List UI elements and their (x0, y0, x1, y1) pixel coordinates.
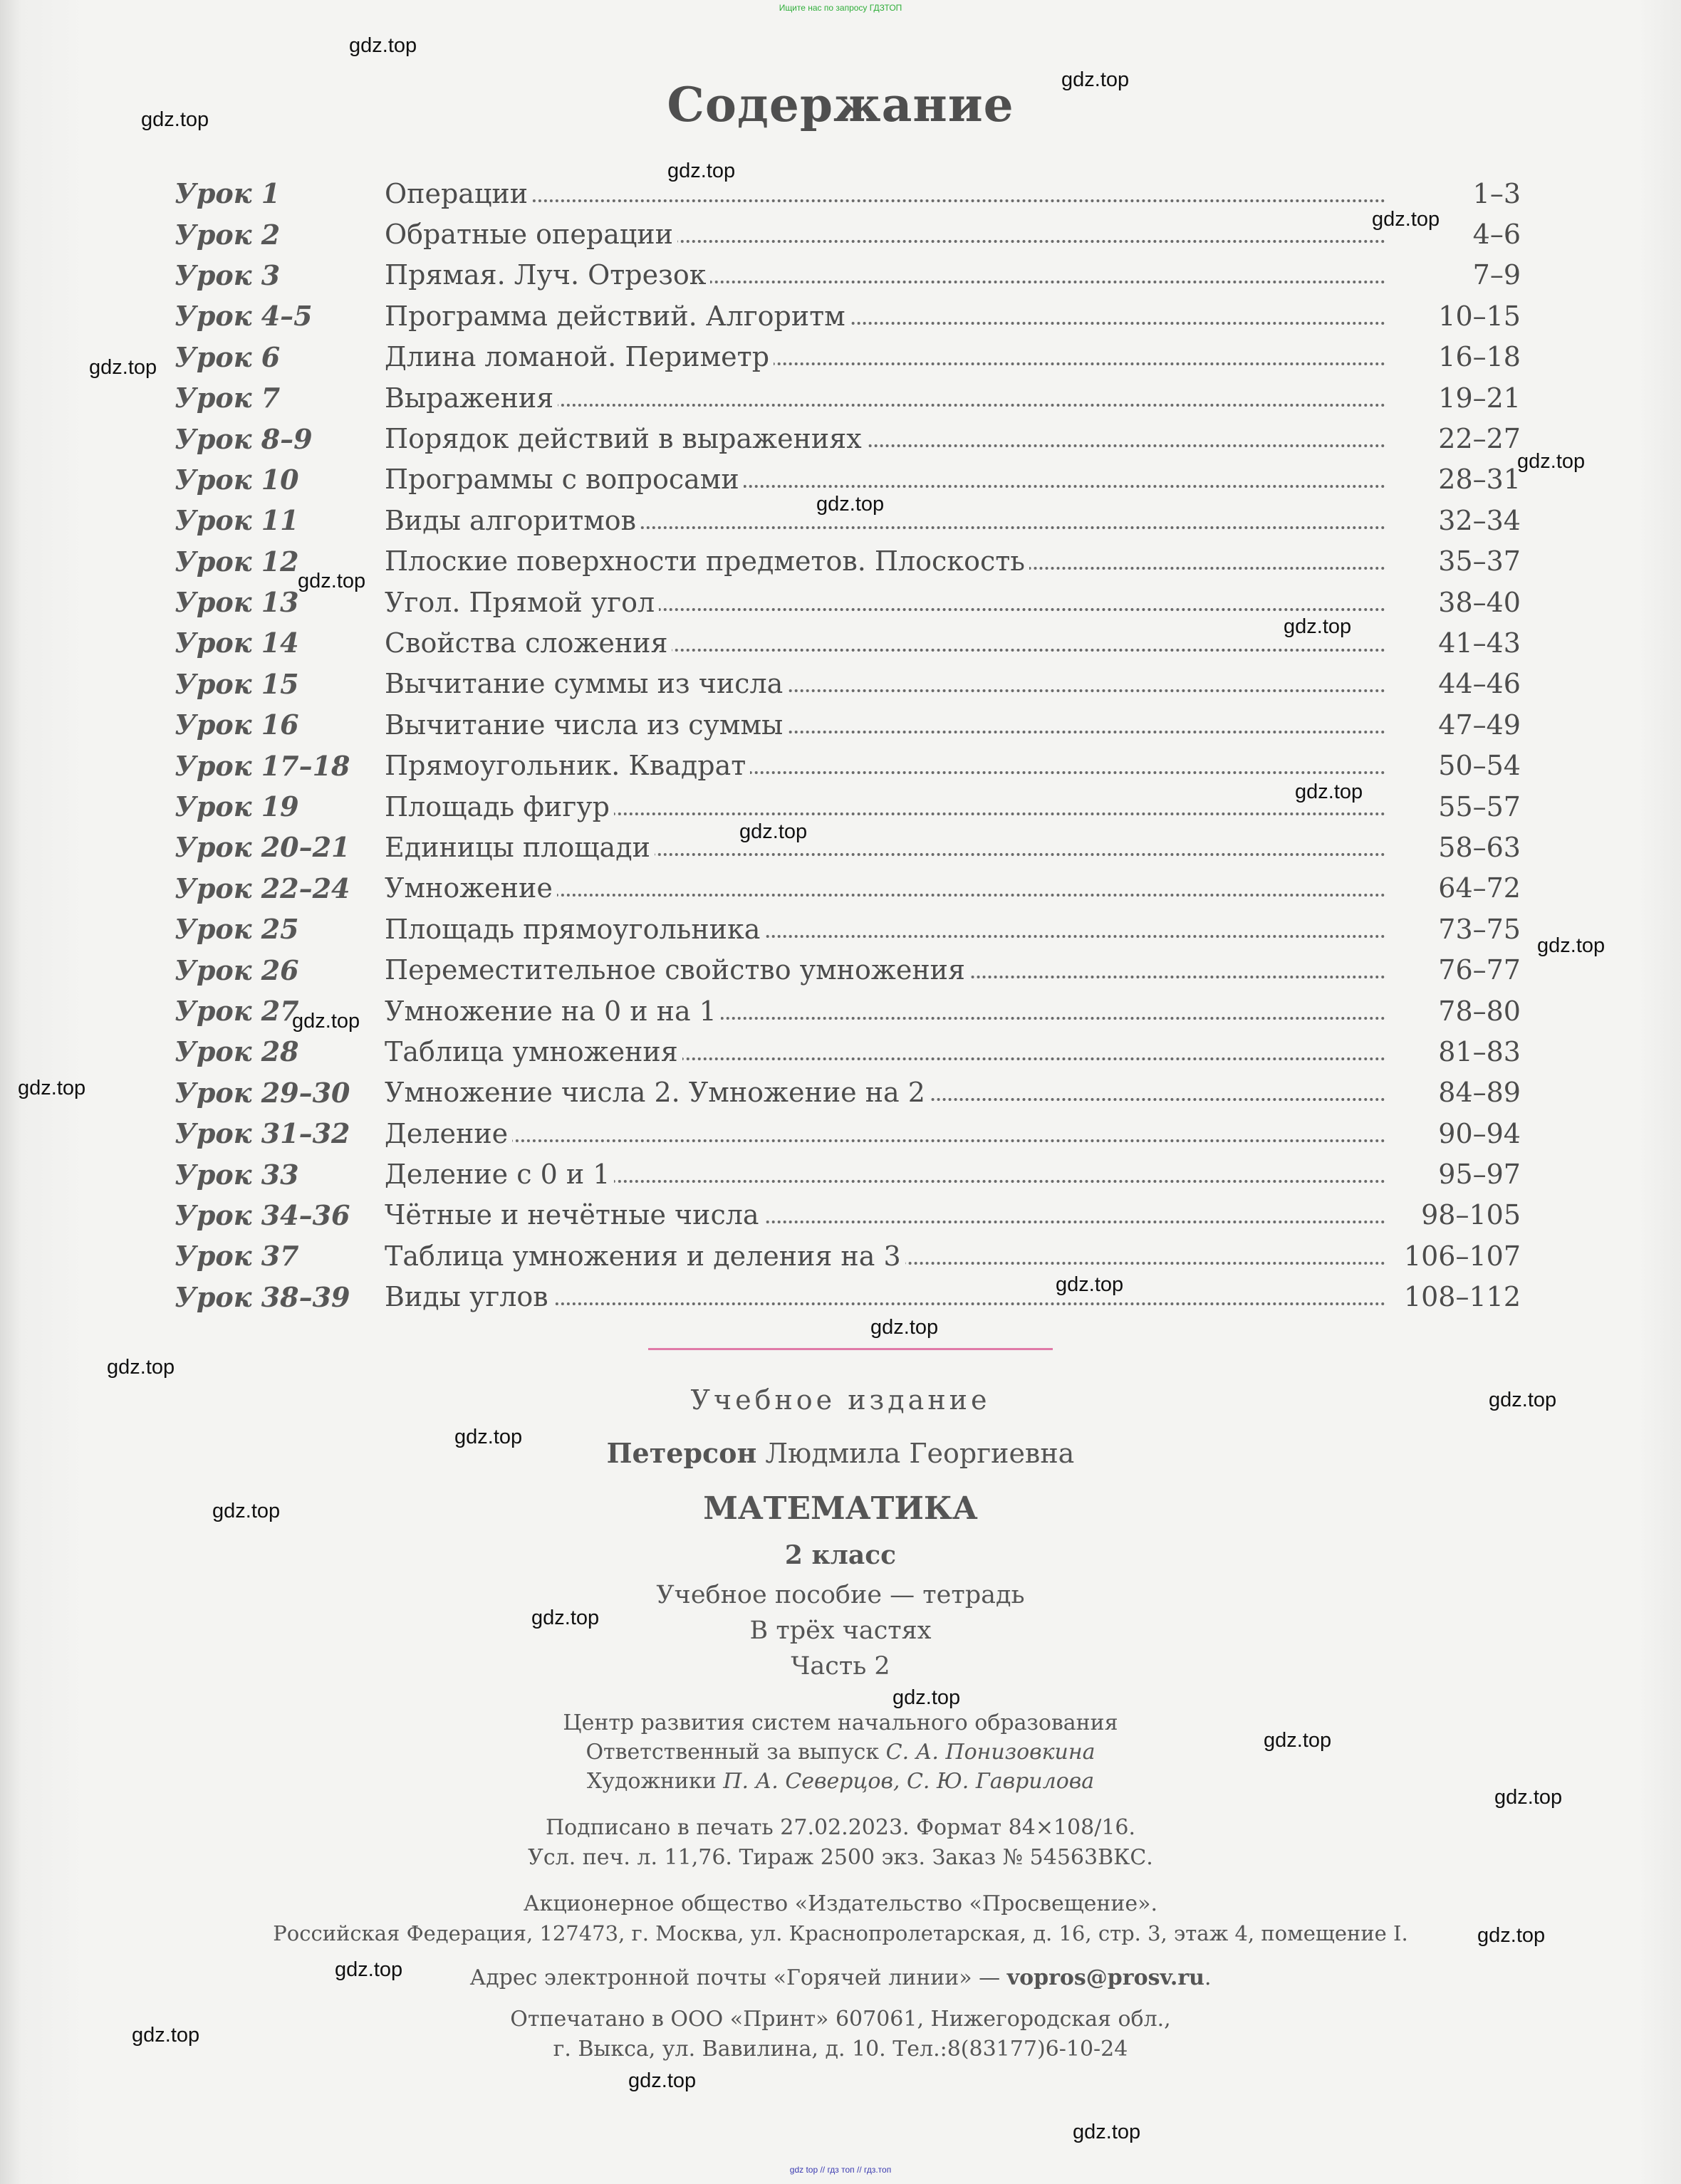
toc-lesson: Урок 33 (175, 1158, 299, 1191)
publisher: Акционерное общество «Издательство «Просвещение». (523, 1891, 1158, 1916)
watermark: gdz.top (1477, 1924, 1546, 1947)
watermark: gdz.top (1517, 450, 1586, 473)
toc-lesson: Урок 27 (175, 995, 299, 1027)
grade: 2 класс (784, 1540, 897, 1570)
watermark: gdz.top (132, 2024, 200, 2047)
toc-topic-text: Выражения (385, 382, 558, 414)
email-end: . (1204, 1965, 1212, 1990)
toc-lesson: Урок 11 (175, 504, 299, 537)
watermark: gdz.top (107, 1356, 175, 1379)
artists-label: Художники (586, 1769, 724, 1794)
toc-pages: 19–21 (1438, 382, 1521, 414)
toc-pages: 98–105 (1421, 1199, 1521, 1231)
watermark: gdz.top (1489, 1389, 1557, 1411)
toc-row (175, 1072, 1521, 1113)
watermark: gdz.top (739, 820, 808, 843)
toc-lesson: Урок 22–24 (175, 872, 350, 904)
toc-topic-text: Таблица умножения и деления на 3 (385, 1240, 905, 1272)
watermark: gdz.top (141, 108, 209, 131)
toc-lesson: Урок 7 (175, 382, 281, 414)
book-title: МАТЕМАТИКА (703, 1490, 978, 1527)
toc-row (175, 1195, 1521, 1235)
responsible-name: С. А. Понизовкина (885, 1740, 1095, 1765)
author-name: Людмила Георгиевна (756, 1438, 1075, 1469)
toc-row (175, 664, 1521, 704)
toc-row (175, 1113, 1521, 1154)
toc-row (175, 704, 1521, 745)
watermark: gdz.top (1494, 1786, 1563, 1809)
toc-topic (385, 587, 1385, 618)
toc-topic-text: Прямоугольник. Квадрат (385, 750, 750, 781)
watermark: gdz.top (667, 160, 736, 182)
dot-leader (385, 199, 1385, 202)
responsible-label: Ответственный за выпуск (586, 1740, 886, 1765)
watermark: gdz.top (298, 570, 366, 592)
toc-topic (385, 382, 1385, 414)
publisher-address: Российская Федерация, 127473, г. Москва, ул. Краснопролетарская, д. 16, стр. 3, этаж 4, помещение I. (273, 1921, 1408, 1945)
toc-topic-text: Порядок действий в выражениях (385, 423, 866, 454)
toc-topic-text: Обратные операции (385, 219, 677, 250)
toc-row (175, 909, 1521, 949)
toc-pages: 76–77 (1438, 954, 1521, 986)
toc-topic (385, 1199, 1385, 1231)
toc-pages: 78–80 (1438, 995, 1521, 1027)
toc-row (175, 868, 1521, 909)
toc-lesson: Урок 16 (175, 709, 299, 741)
email-link[interactable]: vopros@prosv.ru (1006, 1965, 1204, 1990)
toc-topic (385, 464, 1385, 495)
toc-topic (385, 750, 1385, 781)
toc-topic (385, 505, 1385, 536)
page-title: Содержание (667, 77, 1014, 132)
toc-topic-text: Программа действий. Алгоритм (385, 301, 850, 332)
toc-pages: 90–94 (1438, 1117, 1521, 1149)
toc-topic-text: Переместительное свойство умножения (385, 954, 969, 986)
toc-topic-text: Деление (385, 1118, 512, 1149)
toc-lesson: Урок 4–5 (175, 300, 313, 333)
toc-topic-text: Таблица умножения (385, 1036, 682, 1067)
toc-pages: 1–3 (1472, 177, 1521, 209)
toc-topic (385, 709, 1385, 741)
watermark: gdz.top (1537, 934, 1605, 957)
toc-row (175, 827, 1521, 867)
toc-row (175, 337, 1521, 377)
toc-topic (385, 1281, 1385, 1312)
toc-lesson: Урок 3 (175, 258, 281, 291)
watermark: gdz.top (89, 356, 157, 379)
toc-topic-text: Умножение (385, 872, 557, 904)
printed-address: г. Выкса, ул. Вавилина, д. 10. Тел.:8(83177)6-10-24 (553, 2037, 1128, 2062)
toc-row (175, 1031, 1521, 1072)
toc-pages: 55–57 (1438, 790, 1521, 822)
toc-topic (385, 259, 1385, 291)
toc-lesson: Урок 19 (175, 790, 299, 823)
edition-type: Учебное издание (690, 1384, 991, 1416)
toc-row (175, 1277, 1521, 1317)
toc-lesson: Урок 31–32 (175, 1117, 350, 1150)
part: Часть 2 (791, 1652, 890, 1681)
toc-topic (385, 1240, 1385, 1272)
toc-topic (385, 914, 1385, 945)
toc-topic (385, 1036, 1385, 1067)
top-note: Ищите нас по запросу ГДЗТОП (779, 3, 902, 13)
toc-topic-text: Площадь фигур (385, 791, 614, 822)
toc-topic (385, 668, 1385, 699)
toc-pages: 38–40 (1438, 586, 1521, 618)
toc-topic (385, 301, 1385, 332)
watermark: gdz.top (292, 1010, 360, 1033)
toc-lesson: Урок 34–36 (175, 1198, 350, 1231)
toc-pages: 58–63 (1438, 831, 1521, 863)
toc-pages: 7–9 (1472, 259, 1521, 291)
bottom-note: gdz top // гдз топ // гдз.топ (789, 2165, 892, 2175)
toc-topic (385, 832, 1385, 863)
toc-topic-text: Операции (385, 178, 532, 209)
watermark: gdz.top (816, 493, 885, 516)
toc-lesson: Урок 17–18 (175, 749, 350, 782)
toc-pages: 22–27 (1438, 423, 1521, 455)
toc-topic (385, 791, 1385, 822)
toc-row (175, 377, 1521, 418)
watermark: gdz.top (349, 34, 417, 57)
watermark: gdz.top (892, 1686, 961, 1709)
toc-topic (385, 1077, 1385, 1108)
toc-pages: 4–6 (1472, 219, 1521, 251)
toc-topic (385, 545, 1385, 577)
toc-lesson: Урок 15 (175, 667, 299, 700)
toc-lesson: Урок 14 (175, 627, 299, 659)
toc-topic-text: Вычитание числа из суммы (385, 709, 787, 741)
toc-topic-text: Плоские поверхности предметов. Плоскость (385, 545, 1029, 577)
toc-topic (385, 627, 1385, 659)
toc-topic-text: Виды алгоритмов (385, 505, 640, 536)
toc-lesson: Урок 1 (175, 177, 281, 210)
watermark: gdz.top (18, 1077, 86, 1099)
watermark: gdz.top (628, 2069, 697, 2092)
printed-by: Отпечатано в ООО «Принт» 607061, Нижегородская обл., (510, 2007, 1171, 2032)
book-kind: Учебное пособие — тетрадь (656, 1581, 1025, 1609)
toc-lesson: Урок 26 (175, 953, 299, 986)
toc-topic (385, 1159, 1385, 1190)
author (0, 1437, 1681, 1469)
toc-topic (385, 341, 1385, 372)
toc-topic (385, 423, 1385, 454)
toc-topic-text: Длина ломаной. Периметр (385, 341, 774, 372)
watermark: gdz.top (335, 1958, 403, 1981)
toc-topic-text: Программы с вопросами (385, 464, 744, 495)
toc-topic-text: Единицы площади (385, 832, 655, 863)
watermark: gdz.top (1295, 780, 1363, 803)
toc-topic-text: Умножение числа 2. Умножение на 2 (385, 1077, 930, 1108)
toc-lesson: Урок 8–9 (175, 422, 313, 455)
toc-topic (385, 954, 1385, 986)
toc-row (175, 173, 1521, 214)
toc-pages: 73–75 (1438, 913, 1521, 945)
toc-pages: 28–31 (1438, 464, 1521, 496)
toc-lesson: Урок 28 (175, 1035, 299, 1068)
toc-lesson: Урок 6 (175, 340, 281, 373)
toc-lesson: Урок 29–30 (175, 1076, 350, 1109)
toc-pages: 84–89 (1438, 1077, 1521, 1109)
watermark: gdz.top (212, 1500, 281, 1522)
toc-topic-text: Площадь прямоугольника (385, 914, 764, 945)
author-surname: Петерсон (606, 1437, 757, 1469)
toc-row (175, 949, 1521, 990)
watermark: gdz.top (454, 1426, 523, 1448)
toc-topic (385, 1118, 1385, 1149)
center: Центр развития систем начального образования (563, 1710, 1118, 1735)
watermark: gdz.top (870, 1316, 939, 1339)
toc-topic (385, 872, 1385, 904)
signed-info: Подписано в печать 27.02.2023. Формат 84×108/16. (545, 1815, 1136, 1840)
watermark: gdz.top (531, 1606, 600, 1629)
toc-pages: 106–107 (1403, 1240, 1521, 1272)
parts: В трёх частях (749, 1616, 932, 1645)
toc-pages: 64–72 (1438, 872, 1521, 904)
artists-names: П. А. Северцов, С. Ю. Гаврилова (723, 1769, 1095, 1794)
toc-topic (385, 178, 1385, 209)
watermark: gdz.top (1264, 1729, 1332, 1752)
toc-pages: 32–34 (1438, 504, 1521, 536)
responsible (0, 1740, 1681, 1765)
toc-topic (385, 219, 1385, 250)
table-of-contents (175, 173, 1521, 1317)
toc-row (175, 418, 1521, 459)
watermark: gdz.top (1073, 2121, 1141, 2143)
toc-row (175, 255, 1521, 296)
toc-pages: 41–43 (1438, 627, 1521, 659)
toc-lesson: Урок 10 (175, 463, 299, 496)
toc-lesson: Урок 13 (175, 586, 299, 619)
artists (0, 1769, 1681, 1794)
email-line (0, 1965, 1681, 1990)
toc-topic-text: Виды углов (385, 1281, 553, 1312)
toc-topic-text: Вычитание суммы из числа (385, 668, 787, 699)
toc-topic-text: Умножение на 0 и на 1 (385, 996, 721, 1027)
print-info: Усл. печ. л. 11,76. Тираж 2500 экз. Заказ № 54563ВКС. (528, 1845, 1153, 1870)
toc-pages: 95–97 (1438, 1159, 1521, 1191)
toc-pages: 44–46 (1438, 668, 1521, 700)
toc-topic (385, 996, 1385, 1027)
toc-topic-text: Свойства сложения (385, 627, 672, 659)
toc-lesson: Урок 2 (175, 218, 281, 251)
toc-row (175, 1154, 1521, 1194)
toc-pages: 81–83 (1438, 1035, 1521, 1067)
toc-row (175, 214, 1521, 254)
divider-line (648, 1348, 1053, 1350)
email-label: Адрес электронной почты «Горячей линии» — (469, 1965, 1007, 1990)
toc-topic-text: Угол. Прямой угол (385, 587, 659, 618)
toc-pages: 47–49 (1438, 709, 1521, 741)
dot-leader (385, 1139, 1385, 1142)
toc-topic-text: Чётные и нечётные числа (385, 1199, 764, 1231)
toc-lesson: Урок 25 (175, 913, 299, 946)
toc-pages: 35–37 (1438, 545, 1521, 578)
watermark: gdz.top (1061, 68, 1130, 91)
toc-lesson: Урок 38–39 (175, 1280, 350, 1313)
toc-pages: 50–54 (1438, 750, 1521, 782)
toc-lesson: Урок 20–21 (175, 831, 350, 864)
toc-pages: 16–18 (1438, 341, 1521, 373)
toc-row (175, 296, 1521, 336)
toc-row (175, 1235, 1521, 1276)
toc-pages: 108–112 (1403, 1281, 1521, 1313)
watermark: gdz.top (1372, 208, 1440, 231)
toc-topic-text: Деление с 0 и 1 (385, 1159, 614, 1190)
toc-pages: 10–15 (1438, 300, 1521, 332)
watermark: gdz.top (1056, 1273, 1124, 1296)
toc-lesson: Урок 12 (175, 545, 299, 578)
toc-row (175, 541, 1521, 582)
watermark: gdz.top (1284, 615, 1352, 638)
toc-topic-text: Прямая. Луч. Отрезок (385, 259, 710, 291)
toc-row (175, 991, 1521, 1031)
toc-lesson: Урок 37 (175, 1240, 299, 1273)
